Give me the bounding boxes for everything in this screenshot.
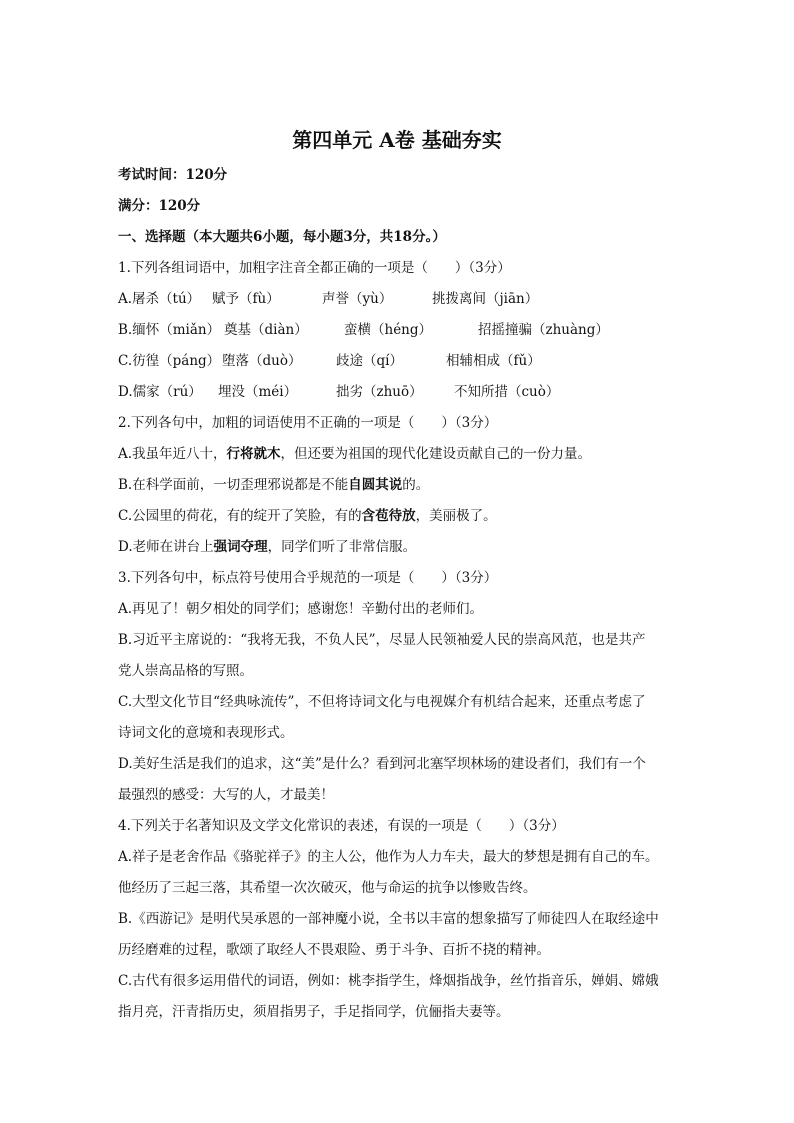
section-heading: 一、选择题（本大题共6小题，每小题3分，共18分。） <box>118 229 446 245</box>
q3-option-a: A.再见了！朝夕相处的同学们；感谢您！辛勤付出的老师们。 <box>118 601 484 617</box>
q1-option-a <box>118 284 678 315</box>
bold-idiom: 强词夺理 <box>213 539 268 555</box>
q1-option-d <box>118 377 678 408</box>
option-word: B.缅怀（miǎn） <box>118 322 221 338</box>
option-word: 声誉（yù） <box>322 291 393 307</box>
q2-option-a <box>118 439 678 470</box>
option-word: 赋予（fù） <box>212 291 280 307</box>
option-word: 歧途（qí） <box>336 353 403 369</box>
option-word: 堕落（duò） <box>222 353 302 369</box>
option-word: 相辅相成（fǔ） <box>446 353 541 369</box>
option-text: A.我虽年近八十， <box>118 446 227 462</box>
option-word: 挑拨离间（jiān） <box>432 291 539 307</box>
option-word: D.儒家（rú） <box>118 384 202 400</box>
bold-idiom: 行将就木 <box>226 446 281 462</box>
option-text: ，但还要为祖国的现代化建设贡献自己的一份力量。 <box>280 446 592 462</box>
q4-stem: 4.下列关于名著知识及文学文化常识的表述，有误的一项是（ ）（3分） <box>118 818 565 834</box>
option-text: C.公园里的荷花，有的绽开了笑脸，有的 <box>118 508 362 524</box>
q3-option-d-cont: 最强烈的感受：大写的人，才最美！ <box>118 787 334 803</box>
q4-option-c: C.古代有很多运用借代的词语，例如：桃李指学生，烽烟指战争，丝竹指音乐，婵娟、嫦娥 <box>118 973 659 989</box>
q4-option-b-cont: 历经磨难的过程，歌颂了取经人不畏艰险、勇于斗争、百折不挠的精神。 <box>118 942 550 958</box>
q3-option-b-cont: 党人崇高品格的写照。 <box>118 663 253 679</box>
option-word: 不知所措（cuò） <box>454 384 560 400</box>
q2-option-c <box>118 501 678 532</box>
q4-option-b: B.《西游记》是明代吴承恩的一部神魔小说，全书以丰富的想象描写了师徒四人在取经途中 <box>118 911 659 927</box>
option-text: B.在科学面前，一切歪理邪说都是不能 <box>118 477 349 493</box>
option-word: 奠基（diàn） <box>224 322 308 338</box>
q2-option-d <box>118 532 678 563</box>
option-word: A.屠杀（tú） <box>118 291 201 307</box>
exam-content <box>118 160 678 1028</box>
q3-option-d: D.美好生活是我们的追求，这“美”是什么？看到河北塞罕坝林场的建设者们，我们有一个 <box>118 756 646 772</box>
option-text: D.老师在讲台上 <box>118 539 214 555</box>
option-text: ，同学们听了非常信服。 <box>267 539 417 555</box>
option-word: 招摇撞骗（zhuàng） <box>478 322 609 338</box>
q2-stem: 2.下列各句中，加粗的词语使用不正确的一项是（ ）（3分） <box>118 415 498 431</box>
q1-option-b <box>118 315 678 346</box>
q4-option-c-cont: 指月亮，汗青指历史，须眉指男子，手足指同学，伉俪指夫妻等。 <box>118 1004 510 1020</box>
option-word: 蛮横（héng） <box>344 322 433 338</box>
q2-option-b <box>118 470 678 501</box>
q3-option-c-cont: 诗词文化的意境和表现形式。 <box>118 725 294 741</box>
bold-idiom: 自圆其说 <box>348 477 403 493</box>
q1-stem: 1.下列各组词语中，加粗字注音全都正确的一项是（ ）（3分） <box>118 260 511 276</box>
q3-option-b: B.习近平主席说的：“我将无我，不负人民”，尽显人民领袖爱人民的崇高风范，也是共产 <box>118 632 646 648</box>
option-text: 的。 <box>402 477 430 493</box>
full-score: 满分：120分 <box>118 198 201 214</box>
page-title: 第四单元 A卷 基础夯实 <box>292 128 502 152</box>
option-word: 埋没（méi） <box>218 384 298 400</box>
option-word: 拙劣（zhuō） <box>336 384 423 400</box>
option-text: ，美丽极了。 <box>415 508 497 524</box>
q3-option-c: C.大型文化节目“经典咏流传”，不但将诗词文化与电视媒介有机结合起来，还重点考虑了 <box>118 694 646 710</box>
q4-option-a: A.祥子是老舍作品《骆驼祥子》的主人公，他作为人力车夫，最大的梦想是拥有自己的车。 <box>118 849 659 865</box>
exam-time: 考试时间：120分 <box>118 167 228 183</box>
q4-option-a-cont: 他经历了三起三落，其希望一次次破灭，他与命运的抗争以惨败告终。 <box>118 880 537 896</box>
q1-option-c <box>118 346 678 377</box>
q3-stem: 3.下列各句中，标点符号使用合乎规范的一项是（ ）（3分） <box>118 570 498 586</box>
bold-idiom: 含苞待放 <box>361 508 416 524</box>
option-word: C.彷徨（páng） <box>118 353 221 369</box>
